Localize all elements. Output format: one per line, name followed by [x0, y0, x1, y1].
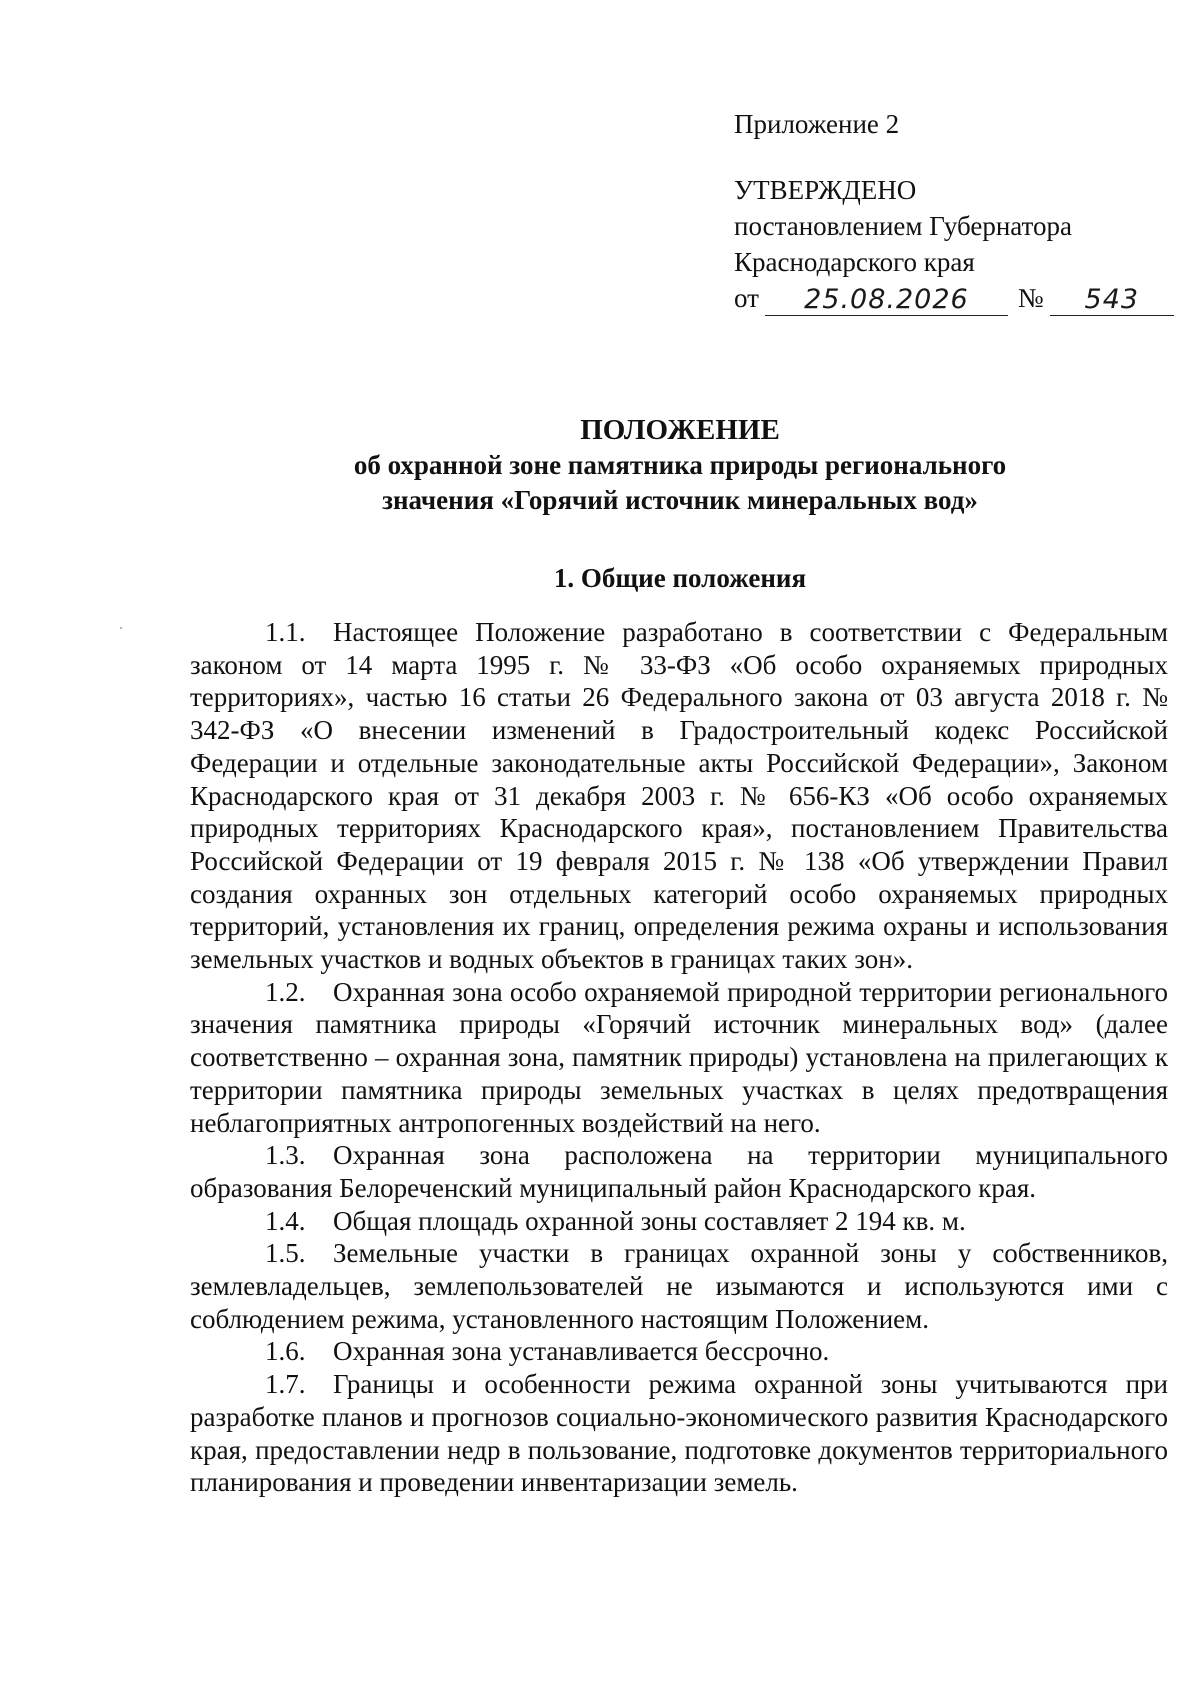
section-heading: 1. Общие положения [553, 563, 807, 593]
paragraph-1-1 [190, 616, 1168, 976]
paragraph-number: 1.1. [265, 617, 306, 647]
number-sign: № [1017, 283, 1044, 313]
paragraph-number: 1.2. [265, 976, 306, 1007]
paragraph-1-3 [190, 1139, 1168, 1204]
paragraph-number: 1.6. [265, 1336, 306, 1367]
paragraph-text: Общая площадь охранной зоны составляет 2 194 кв. м. [333, 1205, 966, 1236]
handwritten-number: 543 [1050, 285, 1174, 316]
document-title [190, 412, 1170, 518]
paragraph-number: 1.7. [265, 1369, 306, 1400]
handwritten-date: 25.08.2026 [765, 285, 1008, 316]
date-prefix: от [734, 283, 759, 313]
date-number-line [734, 280, 1174, 316]
paragraph-text: Охранная зона устанавливается бессрочно. [333, 1336, 830, 1367]
annex-label: Приложение 2 [734, 109, 900, 139]
approval-block [734, 106, 1174, 316]
paragraph-text: Земельные участки в границах охранной зоны у собственников, землевладельцев, землепользователей не изымаются и используются ими с соблюдением режима, установленного настоящим Положением. [190, 1238, 1168, 1334]
paragraph-text: Границы и особенности режима охранной зоны учитываются при разработке планов и прогнозов социально-экономического развития Краснодарского края, предоставлении недр в пользование, подготовке документов территориального планирования и проведении инвентаризации земель. [190, 1369, 1168, 1498]
paragraph-text: Настоящее Положение разработано в соответствии с Федеральным законом от 14 марта 1995 г. № 33-ФЗ «Об особо охраняемых природных территориях», частью 16 статьи 26 Федерального закона от 03 августа 2018 г. № 342-ФЗ «О внесении изменений в Градостроительный кодекс Российской Федерации и отдельные законодательные акты Российской Федерации», Законом Краснодарского края от 31 декабря 2003 г. № 656-КЗ «Об особо охраняемых природных территориях Краснодарского края», постановлением Правительства Российской Федерации от 19 февраля 2015 г. № 138 «Об утверждении Правил создания охранных зон отдельных категорий особо охраняемых природных территорий, установления их границ, определения режима охраны и использования земельных участков и водных объектов в границах таких зон». [190, 617, 1168, 975]
paragraph-1-5 [190, 1237, 1168, 1335]
title-line1: об охранной зоне памятника природы регионального [353, 450, 1007, 480]
paragraph-1-2 [190, 976, 1168, 1140]
section-body [190, 616, 1168, 1499]
approved-by-line1: постановлением Губернатора [734, 211, 1072, 241]
scan-speck [120, 627, 122, 629]
paragraph-number: 1.4. [265, 1205, 306, 1236]
paragraph-text: Охранная зона расположена на территории муниципального образования Белореченский муниципальный район Краснодарского края. [190, 1140, 1168, 1203]
title-line2: значения «Горячий источник минеральных вод» [382, 485, 978, 515]
paragraph-1-4 [190, 1205, 1168, 1238]
paragraph-number: 1.3. [265, 1140, 306, 1171]
paragraph-1-6 [190, 1335, 1168, 1368]
approved-label: УТВЕРЖДЕНО [734, 175, 917, 205]
paragraph-text: Охранная зона особо охраняемой природной территории регионального значения памятника природы «Горячий источник минеральных вод» (далее соответственно – охранная зона, памятник природы) установлена на прилегающих к территории памятника природы земельных участках в целях предотвращения неблагоприятных антропогенных воздействий на него. [190, 976, 1168, 1138]
paragraph-1-7 [190, 1368, 1168, 1499]
title-main: ПОЛОЖЕНИЕ [580, 414, 780, 446]
approved-by-line2: Краснодарского края [734, 247, 975, 277]
paragraph-number: 1.5. [265, 1238, 306, 1269]
